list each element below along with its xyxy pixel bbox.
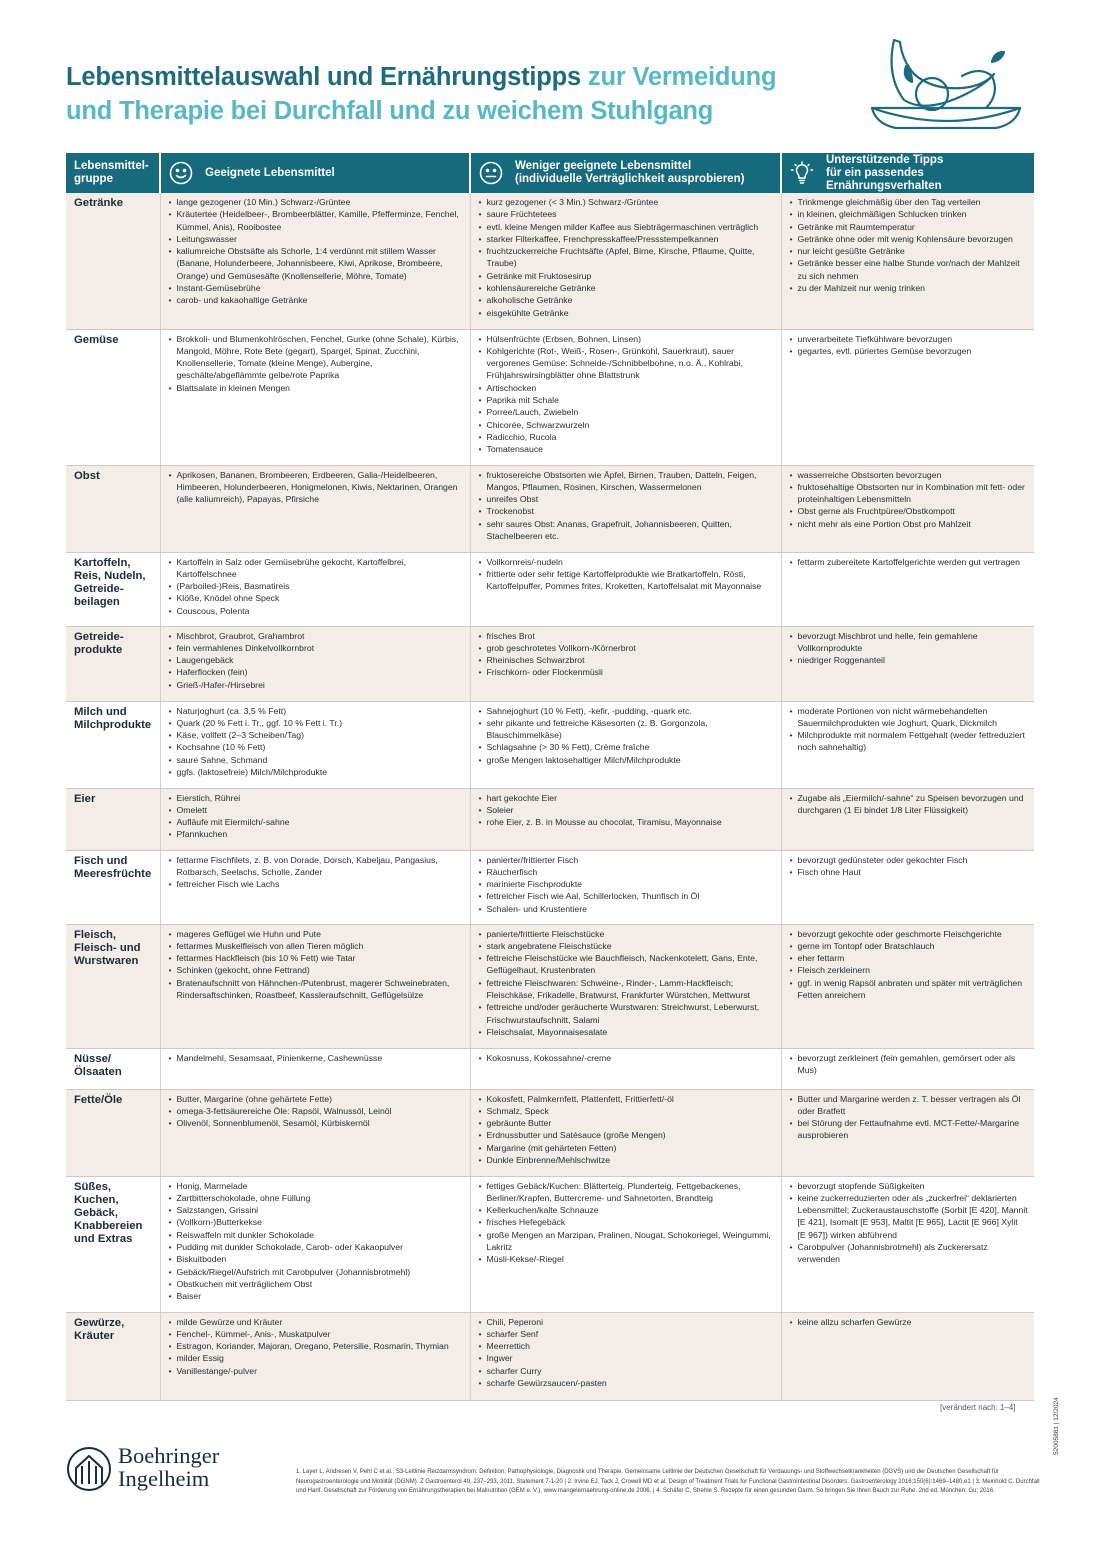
suitable-foods-cell bbox=[160, 552, 470, 626]
food-group-label: Milch und Milchprodukte bbox=[66, 701, 160, 788]
list-item: • kohlensäurereiche Getränke bbox=[479, 282, 775, 294]
table-row bbox=[66, 701, 1034, 788]
list-item: • (Vollkorn-)Butterkekse bbox=[169, 1216, 464, 1228]
suitable-foods-cell bbox=[160, 465, 470, 552]
bullet-list bbox=[479, 854, 775, 915]
bullet-list bbox=[790, 1093, 1029, 1142]
list-item: • scharfer Senf bbox=[479, 1328, 775, 1340]
list-item: • frittierte oder sehr fettige Kartoffelprodukte wie Bratkartoffeln, Rösti, Kartoffelpuffer, Pommes frites, Kroketten, Kartoffelsalat mit Mayonnaise bbox=[479, 568, 775, 593]
fruit-bowl-icon bbox=[866, 36, 1026, 136]
list-item: • evtl. kleine Mengen milder Kaffee aus Siebträgermaschinen verträglich bbox=[479, 221, 775, 233]
list-item: • Fisch ohne Haut bbox=[790, 866, 1029, 878]
list-item: • Müsli-Kekse/-Riegel bbox=[479, 1253, 775, 1265]
list-item: • zu der Mahlzeit nur wenig trinken bbox=[790, 282, 1029, 294]
bullet-list bbox=[790, 792, 1029, 817]
list-item: • omega-3-fettsäurereiche Öle: Rapsöl, Walnussöl, Leinöl bbox=[169, 1105, 464, 1117]
tips-cell bbox=[781, 1089, 1034, 1176]
list-item: • Milchprodukte mit normalem Fettgehalt (weder fettreduziert noch sahnehaltig) bbox=[790, 729, 1029, 754]
bullet-list bbox=[169, 630, 464, 691]
list-item: • Margarine (mit gehärteten Fetten) bbox=[479, 1142, 775, 1154]
list-item: • milder Essig bbox=[169, 1352, 464, 1364]
list-item: • Eierstich, Rührei bbox=[169, 792, 464, 804]
less-suitable-foods-cell bbox=[470, 1312, 781, 1400]
table-row bbox=[66, 788, 1034, 850]
list-item: • Omelett bbox=[169, 804, 464, 816]
list-item: • nur leicht gesüßte Getränke bbox=[790, 245, 1029, 257]
title-part-3: und Therapie bei Durchfall und zu weichem Stuhlgang bbox=[66, 97, 714, 125]
list-item: • Getränke mit Fruktosesirup bbox=[479, 270, 775, 282]
list-item: • Baiser bbox=[169, 1290, 464, 1302]
bullet-list bbox=[169, 1052, 464, 1064]
table-row bbox=[66, 193, 1034, 329]
list-item: • frisches Hefegebäck bbox=[479, 1216, 775, 1228]
list-item: • Kellerkuchen/kalte Schnauze bbox=[479, 1204, 775, 1216]
bullet-list bbox=[479, 928, 775, 1039]
list-item: • Pfannkuchen bbox=[169, 828, 464, 840]
bullet-list bbox=[790, 469, 1029, 530]
list-item: • Kokosnuss, Kokossahne/-creme bbox=[479, 1052, 775, 1064]
list-item: • grob geschrotetes Vollkorn-/Körnerbrot bbox=[479, 642, 775, 654]
food-group-label: Fisch und Meeresfrüchte bbox=[66, 850, 160, 924]
list-item: • Honig, Marmelade bbox=[169, 1180, 464, 1192]
less-suitable-foods-cell bbox=[470, 193, 781, 329]
list-item: • fettreiche Fleischstücke wie Bauchfleisch, Nackenkotelett, Gans, Ente, Geflügelhaut, Krustenbraten bbox=[479, 952, 775, 977]
less-suitable-foods-cell bbox=[470, 850, 781, 924]
document-number: 52005881 | 12/2024 bbox=[1053, 1397, 1060, 1455]
list-item: • Olivenöl, Sonnenblumenöl, Sesamöl, Kürbiskernöl bbox=[169, 1117, 464, 1129]
bullet-list bbox=[169, 854, 464, 891]
lightbulb-icon bbox=[790, 161, 814, 185]
list-item: • Meerrettich bbox=[479, 1340, 775, 1352]
list-item: • keine allzu scharfen Gewürze bbox=[790, 1316, 1029, 1328]
list-item: • Fleischsalat, Mayonnaisesalate bbox=[479, 1026, 775, 1038]
list-item: • Chili, Peperoni bbox=[479, 1316, 775, 1328]
list-item: • Vollkornreis/-nudeln bbox=[479, 556, 775, 568]
list-item: • Schlagsahne (> 30 % Fett), Crème fraîche bbox=[479, 741, 775, 753]
bullet-list bbox=[169, 1093, 464, 1130]
suitable-foods-cell bbox=[160, 193, 470, 329]
list-item: • fruktosereiche Obstsorten wie Äpfel, Birnen, Trauben, Datteln, Feigen, Mangos, Pflaumen, Rosinen, Kirschen, Wassermelonen bbox=[479, 469, 775, 494]
list-item: • Dunkle Einbrenne/Mehlschwitze bbox=[479, 1154, 775, 1166]
table-row bbox=[66, 552, 1034, 626]
list-item: • Gebäck/Riegel/Aufstrich mit Carobpulver (Johannisbrotmehl) bbox=[169, 1266, 464, 1278]
bullet-list bbox=[479, 1052, 775, 1064]
list-item: • Fenchel-, Kümmel-, Anis-, Muskatpulver bbox=[169, 1328, 464, 1340]
list-item: • fettarmes Hackfleisch (bis 10 % Fett) wie Tatar bbox=[169, 952, 464, 964]
suitable-foods-cell bbox=[160, 1089, 470, 1176]
table-row bbox=[66, 1176, 1034, 1312]
header-suitable: Geeignete Lebensmittel bbox=[160, 153, 470, 193]
list-item: • fettreiche Fleischwaren: Schweine-, Rinder-, Lamm-Hackfleisch; Fleischkäse, Frikadelle, Bratwurst, Frankfurter Würstchen, Mettwurst bbox=[479, 977, 775, 1002]
table-header bbox=[66, 153, 1034, 193]
list-item: • hart gekochte Eier bbox=[479, 792, 775, 804]
list-item: • Salzstangen, Grissini bbox=[169, 1204, 464, 1216]
list-item: • keine zuckerreduzierten oder als „zuckerfrei“ deklarierten Lebensmittel; Zuckeraustauschstoffe (Sorbit [E 420], Mannit [E 421], Isomalt [E 953], Maltit [E 965], Lactit [E 966] Xylit [E 967]) wirken abführend bbox=[790, 1192, 1029, 1241]
list-item: • saure Früchtetees bbox=[479, 208, 775, 220]
list-item: • Getränke mit Raumtemperatur bbox=[790, 221, 1029, 233]
bullet-list bbox=[479, 1093, 775, 1167]
list-item: • lange gezogener (10 Min.) Schwarz-/Grüntee bbox=[169, 196, 464, 208]
list-item: • sehr saures Obst: Ananas, Grapefruit, Johannisbeeren, Quitten, Stachelbeeren etc. bbox=[479, 518, 775, 543]
suitable-foods-cell bbox=[160, 924, 470, 1048]
list-item: • Brokkoli- und Blumenkohlröschen, Fenchel, Gurke (ohne Schale), Kürbis, Mangold, Möhre, Rote Bete (gegart), Spargel, Spinat, Zucchini, Knollensellerie, Tomate (kleine Menge), Aubergine, geschälte/abgeflämmte gelbe/rote Paprika bbox=[169, 333, 464, 382]
list-item: • Paprika mit Schale bbox=[479, 394, 775, 406]
list-item: • Pudding mit dunkler Schokolade, Carob- oder Kakaopulver bbox=[169, 1241, 464, 1253]
tips-cell bbox=[781, 626, 1034, 701]
list-item: • Butter, Margarine (ohne gehärtete Fette) bbox=[169, 1093, 464, 1105]
list-item: • marinierte Fischprodukte bbox=[479, 878, 775, 890]
tips-cell bbox=[781, 465, 1034, 552]
tips-cell bbox=[781, 329, 1034, 465]
list-item: • Trinkmenge gleichmäßig über den Tag verteilen bbox=[790, 196, 1029, 208]
bullet-list bbox=[790, 196, 1029, 294]
bullet-list bbox=[169, 1180, 464, 1303]
header-tips: Unterstützende Tipps für ein passendes Ernährungsverhalten bbox=[781, 153, 1034, 193]
list-item: • in kleinen, gleichmäßigen Schlucken trinken bbox=[790, 208, 1029, 220]
bullet-list bbox=[169, 469, 464, 506]
list-item: • Radicchio, Rucola bbox=[479, 431, 775, 443]
list-item: • Obst gerne als Fruchtpüree/Obstkompott bbox=[790, 505, 1029, 517]
list-item: • Porree/Lauch, Zwiebeln bbox=[479, 406, 775, 418]
list-item: • große Mengen laktosehaltiger Milch/Milchprodukte bbox=[479, 754, 775, 766]
table-row bbox=[66, 1089, 1034, 1176]
bullet-list bbox=[169, 792, 464, 841]
list-item: • Kräutertee (Heidelbeer-, Brombeerblätter, Kamille, Pfefferminze, Fenchel, Kümmel, Anis), Rooibostee bbox=[169, 208, 464, 233]
food-group-label: Eier bbox=[66, 788, 160, 850]
bullet-list bbox=[790, 333, 1029, 358]
list-item: • bevorzugt gedünsteter oder gekochter Fisch bbox=[790, 854, 1029, 866]
table-row bbox=[66, 1048, 1034, 1089]
list-item: • fruchtzuckerreiche Fruchtsäfte (Apfel, Birne, Kirsche, Pflaume, Quitte, Traube) bbox=[479, 245, 775, 270]
list-item: • ggf. in wenig Rapsöl anbraten und später mit verträglichen Fetten anreichern bbox=[790, 977, 1029, 1002]
suitable-foods-cell bbox=[160, 329, 470, 465]
bullet-list bbox=[790, 630, 1029, 667]
list-item: • Räucherfisch bbox=[479, 866, 775, 878]
list-item: • milde Gewürze und Kräuter bbox=[169, 1316, 464, 1328]
list-item: • scharfer Curry bbox=[479, 1365, 775, 1377]
list-item: • fettreiche und/oder geräucherte Wurstwaren: Streichwurst, Leberwurst, Frischwurstaufschnitt, Salami bbox=[479, 1001, 775, 1026]
list-item: • Vanillestange/-pulver bbox=[169, 1365, 464, 1377]
logo-line-1: Boehringer bbox=[118, 1443, 220, 1468]
list-item: • kaliumreiche Obstsäfte als Schorle, 1:4 verdünnt mit stillem Wasser (Banane, Holunderbeere, Johannisbeere, Kiwi, Aprikose, Brombeere, Orange) und Gemüsesäfte (Knollensellerie, Möhre, Tomate) bbox=[169, 245, 464, 282]
list-item: • fruktosehaltige Obstsorten nur in Kombination mit fett- oder proteinhaltigen Lebensmitteln bbox=[790, 481, 1029, 506]
table-row bbox=[66, 1312, 1034, 1400]
list-item: • kurz gezogener (< 3 Min.) Schwarz-/Grüntee bbox=[479, 196, 775, 208]
bullet-list bbox=[479, 705, 775, 766]
list-item: • Klöße, Knödel ohne Speck bbox=[169, 592, 464, 604]
food-group-label: Kartoffeln, Reis, Nudeln, Getreide- beilagen bbox=[66, 552, 160, 626]
list-item: • gegartes, evtl. püriertes Gemüse bevorzugen bbox=[790, 345, 1029, 357]
list-item: • Kokosfett, Palmkernfett, Plattenfett, Frittierfett/-öl bbox=[479, 1093, 775, 1105]
tips-cell bbox=[781, 788, 1034, 850]
bullet-list bbox=[790, 1052, 1029, 1077]
list-item: • gerne im Tontopf oder Bratschlauch bbox=[790, 940, 1029, 952]
food-group-label: Gewürze, Kräuter bbox=[66, 1312, 160, 1400]
less-suitable-foods-cell bbox=[470, 788, 781, 850]
food-group-label: Getreide- produkte bbox=[66, 626, 160, 701]
bullet-list bbox=[790, 705, 1029, 754]
less-suitable-foods-cell bbox=[470, 552, 781, 626]
bullet-list bbox=[790, 1316, 1029, 1328]
bullet-list bbox=[479, 469, 775, 543]
list-item: • unverarbeitete Tiefkühlware bevorzugen bbox=[790, 333, 1029, 345]
list-item: • ggfs. (laktosefreie) Milch/Milchprodukte bbox=[169, 766, 464, 778]
list-item: • Sahnejoghurt (10 % Fett), -kefir, -pudding, -quark etc. bbox=[479, 705, 775, 717]
food-group-label: Süßes, Kuchen, Gebäck, Knabbereien und Extras bbox=[66, 1176, 160, 1312]
list-item: • Rheinisches Schwarzbrot bbox=[479, 654, 775, 666]
food-group-label: Fette/Öle bbox=[66, 1089, 160, 1176]
list-item: • fein vermahlenes Dinkelvollkornbrot bbox=[169, 642, 464, 654]
list-item: • mageres Geflügel wie Huhn und Pute bbox=[169, 928, 464, 940]
list-item: • saure Sahne, Schmand bbox=[169, 754, 464, 766]
list-item: • Schmalz, Speck bbox=[479, 1105, 775, 1117]
list-item: • Kohlgerichte (Rot-, Weiß-, Rosen-, Grünkohl, Sauerkraut), sauer vergorenes Gemüse: Schneide-/Schnibbelbohne, n.o. Ä., Kohlrabi, Frühjahrswirsingblätter ohne Blattstrunk bbox=[479, 345, 775, 382]
list-item: • Biskuitboden bbox=[169, 1253, 464, 1265]
suitable-foods-cell bbox=[160, 1048, 470, 1089]
suitable-foods-cell bbox=[160, 1312, 470, 1400]
tips-cell bbox=[781, 193, 1034, 329]
list-item: • starker Filterkaffee, Frenchpresskaffee/Pressstempelkannen bbox=[479, 233, 775, 245]
list-item: • panierte/frittierte Fleischstücke bbox=[479, 928, 775, 940]
food-group-label: Getränke bbox=[66, 193, 160, 329]
list-item: • eisgekühlte Getränke bbox=[479, 307, 775, 319]
list-item: • bei Störung der Fettaufnahme evtl. MCT-Fette/-Margarine ausprobieren bbox=[790, 1117, 1029, 1142]
list-item: • Getränke besser eine halbe Stunde vor/nach der Mahlzeit zu sich nehmen bbox=[790, 257, 1029, 282]
bullet-list bbox=[169, 928, 464, 1002]
bullet-list bbox=[790, 854, 1029, 879]
food-group-label: Obst bbox=[66, 465, 160, 552]
bullet-list bbox=[479, 1316, 775, 1390]
list-item: • scharfe Gewürzsaucen/-pasten bbox=[479, 1377, 775, 1389]
bullet-list bbox=[169, 1316, 464, 1377]
list-item: • Bratenaufschnitt von Hähnchen-/Putenbrust, magerer Schweinebraten, Rindersaftschinken, Roastbeef, Kassleraufschnitt, Geflügelsülze bbox=[169, 977, 464, 1002]
list-item: • niedriger Roggenanteil bbox=[790, 654, 1029, 666]
list-item: • Ingwer bbox=[479, 1352, 775, 1364]
list-item: • fettarmes Muskelfleisch von allen Tieren möglich bbox=[169, 940, 464, 952]
logo-line-2: Ingelheim bbox=[118, 1466, 210, 1491]
list-item: • Grieß-/Hafer-/Hirsebrei bbox=[169, 679, 464, 691]
less-suitable-foods-cell bbox=[470, 626, 781, 701]
list-item: • bevorzugt zerkleinert (fein gemahlen, gemörsert oder als Mus) bbox=[790, 1052, 1029, 1077]
page-title bbox=[66, 60, 866, 128]
bullet-list bbox=[169, 556, 464, 617]
less-suitable-foods-cell bbox=[470, 701, 781, 788]
list-item: • Estragon, Koriander, Majoran, Oregano, Petersilie, Rosmarin, Thymian bbox=[169, 1340, 464, 1352]
suitable-foods-cell bbox=[160, 788, 470, 850]
list-item: • Getränke ohne oder mit wenig Kohlensäure bevorzugen bbox=[790, 233, 1029, 245]
bullet-list bbox=[479, 1180, 775, 1266]
food-table bbox=[66, 153, 1034, 1401]
bullet-list bbox=[790, 1180, 1029, 1266]
list-item: • Obstkuchen mit verträglichem Obst bbox=[169, 1278, 464, 1290]
less-suitable-foods-cell bbox=[470, 329, 781, 465]
list-item: • Kartoffeln in Salz oder Gemüsebrühe gekocht, Kartoffelbrei, Kartoffelschnee bbox=[169, 556, 464, 581]
food-group-label: Fleisch, Fleisch- und Wurstwaren bbox=[66, 924, 160, 1048]
list-item: • Laugengebäck bbox=[169, 654, 464, 666]
list-item: • rohe Eier, z. B. in Mousse au chocolat, Tiramisu, Mayonnaise bbox=[479, 816, 775, 828]
list-item: • Schinken (gekocht, ohne Fettrand) bbox=[169, 964, 464, 976]
list-item: • fettiges Gebäck/Kuchen: Blätterteig, Plunderteig, Fettgebackenes, Berliner/Krapfen, Buttercreme- und Sahnetorten, Brandteig bbox=[479, 1180, 775, 1205]
title-part-2: zur Vermeidung bbox=[587, 63, 777, 91]
list-item: • fettarme Fischfilets, z. B. von Dorade, Dorsch, Kabeljau, Pangasius, Rotbarsch, Seelachs, Scholle, Zander bbox=[169, 854, 464, 879]
list-item: • Schalen- und Krustentiere bbox=[479, 903, 775, 915]
list-item: • Käse, vollfett (2–3 Scheiben/Tag) bbox=[169, 729, 464, 741]
list-item: • Blattsalate in kleinen Mengen bbox=[169, 382, 464, 394]
header-food-group: Lebensmittel- gruppe bbox=[66, 153, 160, 193]
suitable-foods-cell bbox=[160, 1176, 470, 1312]
list-item: • stark angebratene Fleischstücke bbox=[479, 940, 775, 952]
smiley-happy-icon bbox=[169, 161, 193, 185]
list-item: • bevorzugt Mischbrot und helle, fein gemahlene Vollkornprodukte bbox=[790, 630, 1029, 655]
bullet-list bbox=[479, 792, 775, 829]
bullet-list bbox=[790, 928, 1029, 1002]
list-item: • Erdnussbutter und Satésauce (große Mengen) bbox=[479, 1129, 775, 1141]
title-part-1: Lebensmittelauswahl und Ernährungstipps bbox=[66, 63, 588, 91]
list-item: • bevorzugt stopfende Süßigkeiten bbox=[790, 1180, 1029, 1192]
suitable-foods-cell bbox=[160, 626, 470, 701]
tips-cell bbox=[781, 1048, 1034, 1089]
list-item: • Butter und Margarine werden z. T. besser vertragen als Öl oder Bratfett bbox=[790, 1093, 1029, 1118]
list-item: • nicht mehr als eine Portion Obst pro Mahlzeit bbox=[790, 518, 1029, 530]
table-row bbox=[66, 924, 1034, 1048]
list-item: • Chicorée, Schwarzwurzeln bbox=[479, 419, 775, 431]
list-item: • Zartbitterschokolade, ohne Füllung bbox=[169, 1192, 464, 1204]
bullet-list bbox=[479, 630, 775, 679]
less-suitable-foods-cell bbox=[470, 1089, 781, 1176]
list-item: • Trockenobst bbox=[479, 505, 775, 517]
bullet-list bbox=[790, 556, 1029, 568]
list-item: • frisches Brot bbox=[479, 630, 775, 642]
list-item: • fettarm zubereitete Kartoffelgerichte werden gut vertragen bbox=[790, 556, 1029, 568]
bullet-list bbox=[169, 333, 464, 394]
bullet-list bbox=[169, 196, 464, 307]
suitable-foods-cell bbox=[160, 850, 470, 924]
bullet-list bbox=[479, 333, 775, 456]
list-item: • Carobpulver (Johannisbrotmehl) als Zuckerersatz verwenden bbox=[790, 1241, 1029, 1266]
list-item: • (Parboiled-)Reis, Basmatireis bbox=[169, 580, 464, 592]
list-item: • Quark (20 % Fett i. Tr., ggf. 10 % Fett i. Tr.) bbox=[169, 717, 464, 729]
list-item: • wasserreiche Obstsorten bevorzugen bbox=[790, 469, 1029, 481]
food-group-label: Gemüse bbox=[66, 329, 160, 465]
tips-cell bbox=[781, 701, 1034, 788]
tips-cell bbox=[781, 1312, 1034, 1400]
smiley-neutral-icon bbox=[479, 161, 503, 185]
bullet-list bbox=[479, 196, 775, 319]
tips-cell bbox=[781, 1176, 1034, 1312]
list-item: • fettreicher Fisch wie Lachs bbox=[169, 878, 464, 890]
table-row bbox=[66, 329, 1034, 465]
tips-cell bbox=[781, 850, 1034, 924]
list-item: • Aufläufe mit Eiermilch/-sahne bbox=[169, 816, 464, 828]
table-row bbox=[66, 465, 1034, 552]
list-item: • moderate Portionen von nicht wärmebehandelten Sauermilchprodukten wie Joghurt, Quark, Dickmilch bbox=[790, 705, 1029, 730]
list-item: • Hülsenfrüchte (Erbsen, Bohnen, Linsen) bbox=[479, 333, 775, 345]
list-item: • Naturjoghurt (ca. 3,5 % Fett) bbox=[169, 705, 464, 717]
list-item: • fettreicher Fisch wie Aal, Schillerlocken, Thunfisch in Öl bbox=[479, 890, 775, 902]
less-suitable-foods-cell bbox=[470, 924, 781, 1048]
list-item: • Artischocken bbox=[479, 382, 775, 394]
list-item: • unreifes Obst bbox=[479, 493, 775, 505]
list-item: • große Mengen an Marzipan, Pralinen, Nougat, Schokoriegel, Weingummi, Lakritz bbox=[479, 1229, 775, 1254]
list-item: • Mischbrot, Graubrot, Grahambrot bbox=[169, 630, 464, 642]
list-item: • Leitungswasser bbox=[169, 233, 464, 245]
boehringer-logo-icon bbox=[66, 1446, 112, 1492]
source-note: [verändert nach: 1–4] bbox=[940, 1403, 1016, 1412]
list-item: • sehr pikante und fettreiche Käsesorten (z. B. Gorgonzola, Blauschimmelkäse) bbox=[479, 717, 775, 742]
references: 1. Layer L, Andresen V, Pehl C et al.: S3-Leitlinie Reizdarmsyndrom: Definition, Pathophysiologie, Diagnostik und Therapie. Gemeinsame Leitlinie der Deutschen Gesellschaft für Verdauungs- und Stoffwechselkrankheiten (DGVS) und der Deutschen Gesellschaft für Neurogastroenterologie und Motilität (DGNM). Z Gastroenterol 49, 237–293, 2011, Statement 7-1-20 | 2. Irvine EJ, Tack J, Crowell MD et al. Design of Treatment Trials for Functional Gastrointestinal Disorders. Gastroenterology 2016;150(6):1469–1480.e1 | 3. Meinhold C. Durchfall und Hanf. Gesellschaft zur Förderung von Ernährungstherapien bei Malnutrition (GEM e. V.), www.mangelernaehrung-online.de 2006. | 4. Schäfer C, Strehle S. Rezepte für einen gesunden Darm. So bringen Sie Ihren Bauch zur Ruhe. 2nd ed. München: Gu; 2016. bbox=[296, 1469, 1040, 1494]
list-item: • alkoholische Getränke bbox=[479, 294, 775, 306]
list-item: • Soleier bbox=[479, 804, 775, 816]
bullet-list bbox=[169, 705, 464, 779]
list-item: • panierter/frittierter Fisch bbox=[479, 854, 775, 866]
list-item: • Aprikosen, Bananen, Brombeeren, Erdbeeren, Galia-/Heidelbeeren, Himbeeren, Holunderbeeren, Honigmelonen, Kiwis, Nektarinen, Orangen (alle kaliumreich), Papayas, Pfirsiche bbox=[169, 469, 464, 506]
list-item: • Kochsahne (10 % Fett) bbox=[169, 741, 464, 753]
list-item: • Mandelmehl, Sesamsaat, Pinienkerne, Cashewnüsse bbox=[169, 1052, 464, 1064]
tips-cell bbox=[781, 552, 1034, 626]
list-item: • eher fettarm bbox=[790, 952, 1029, 964]
list-item: • Haferflocken (fein) bbox=[169, 666, 464, 678]
bullet-list bbox=[479, 556, 775, 593]
less-suitable-foods-cell bbox=[470, 465, 781, 552]
list-item: • gebräunte Butter bbox=[479, 1117, 775, 1129]
less-suitable-foods-cell bbox=[470, 1176, 781, 1312]
brand-logo bbox=[118, 1444, 219, 1490]
less-suitable-foods-cell bbox=[470, 1048, 781, 1089]
list-item: • Reiswaffeln mit dunkler Schokolade bbox=[169, 1229, 464, 1241]
list-item: • carob- und kakaohaltige Getränke bbox=[169, 294, 464, 306]
suitable-foods-cell bbox=[160, 701, 470, 788]
food-group-label: Nüsse/ Ölsaaten bbox=[66, 1048, 160, 1089]
list-item: • Frischkorn- oder Flockenmüsli bbox=[479, 666, 775, 678]
list-item: • Fleisch zerkleinern bbox=[790, 964, 1029, 976]
header-less-suitable: Weniger geeignete Lebensmittel (individuelle Verträglichkeit ausprobieren) bbox=[470, 153, 781, 193]
table-row bbox=[66, 850, 1034, 924]
list-item: • Zugabe als „Eiermilch/-sahne“ zu Speisen bevorzugen und durchgaren (1 Ei bindet 1/8 Liter Flüssigkeit) bbox=[790, 792, 1029, 817]
list-item: • Couscous, Polenta bbox=[169, 605, 464, 617]
list-item: • Instant-Gemüsebrühe bbox=[169, 282, 464, 294]
list-item: • Tomatensauce bbox=[479, 443, 775, 455]
table-row bbox=[66, 626, 1034, 701]
list-item: • bevorzugt gekochte oder geschmorte Fleischgerichte bbox=[790, 928, 1029, 940]
tips-cell bbox=[781, 924, 1034, 1048]
